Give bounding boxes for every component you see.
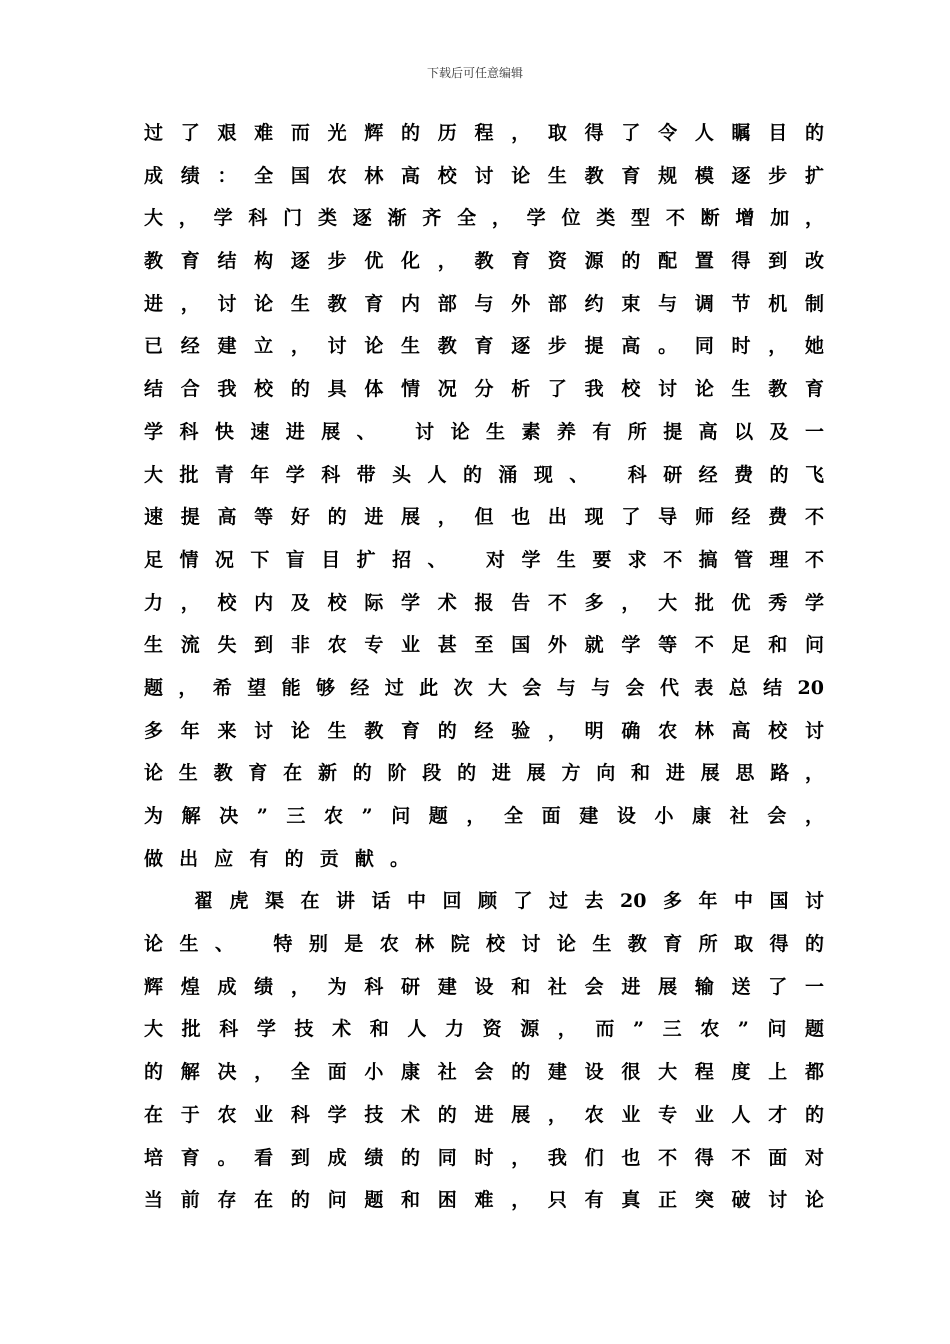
paragraph-line: 在于农业科学技术的进展，农业专业人才的 [144,1103,824,1126]
paragraph-line: 题，希望能够经过此次大会与与会代表总结20 [144,676,824,699]
paragraph-line: 培育。看到成绩的同时，我们也不得不面对 [144,1146,824,1169]
paragraph-line: 翟虎渠在讲话中回顾了过去20多年中国讨 [194,890,824,913]
paragraph-line: 大批科学技术和人力资源，而”三农”问题 [144,1018,824,1041]
paragraph-line: 教育结构逐步优化，教育资源的配置得到改 [144,250,824,273]
paragraph-line: 大，学科门类逐渐齐全，学位类型不断增加， [144,207,824,230]
paragraph-line: 过了艰难而光辉的历程，取得了令人瞩目的 [144,122,824,144]
paragraph-line: 进，讨论生教育内部与外部约束与调节机制 [144,292,824,315]
page-header: 下载后可任意编辑 [426,66,523,80]
paragraph-line: 辉煌成绩，为科研建设和社会进展输送了一 [144,975,824,998]
paragraph-line: 大批青年学科带头人的涌现、 科研经费的飞 [144,463,824,486]
paragraph-line: 速提高等好的进展，但也出现了导师经费不 [144,506,824,529]
paragraph-line: 论生教育在新的阶段的进展方向和进展思路， [144,762,824,785]
paragraph-line: 学科快速进展、 讨论生素养有所提高以及一 [144,420,824,443]
paragraph-line: 多年来讨论生教育的经验，明确农林高校讨 [144,719,824,742]
paragraph-line: 结合我校的具体情况分析了我校讨论生教育 [144,378,824,401]
paragraph-line: 论生、 特别是农林院校讨论生教育所取得的 [144,933,824,956]
paragraph-line: 当前存在的问题和困难，只有真正突破讨论 [144,1189,824,1212]
paragraph-line: 为解决”三农”问题，全面建设小康社会， [144,805,824,827]
paragraph-line: 成绩：全国农林高校讨论生教育规模逐步扩 [144,164,824,187]
paragraph-line: 的解决，全面小康社会的建设很大程度上都 [144,1061,824,1084]
paragraph-line: 做出应有的贡献。 [144,847,426,870]
paragraph-line: 生流失到非农专业甚至国外就学等不足和问 [144,634,824,657]
paragraph-line: 已经建立，讨论生教育逐步提高。同时，她 [144,335,824,358]
body-text [144,112,824,1222]
paragraph-line: 足情况下盲目扩招、 对学生要求不搞管理不 [144,548,824,571]
paragraph-line: 力，校内及校际学术报告不多，大批优秀学 [144,591,824,614]
